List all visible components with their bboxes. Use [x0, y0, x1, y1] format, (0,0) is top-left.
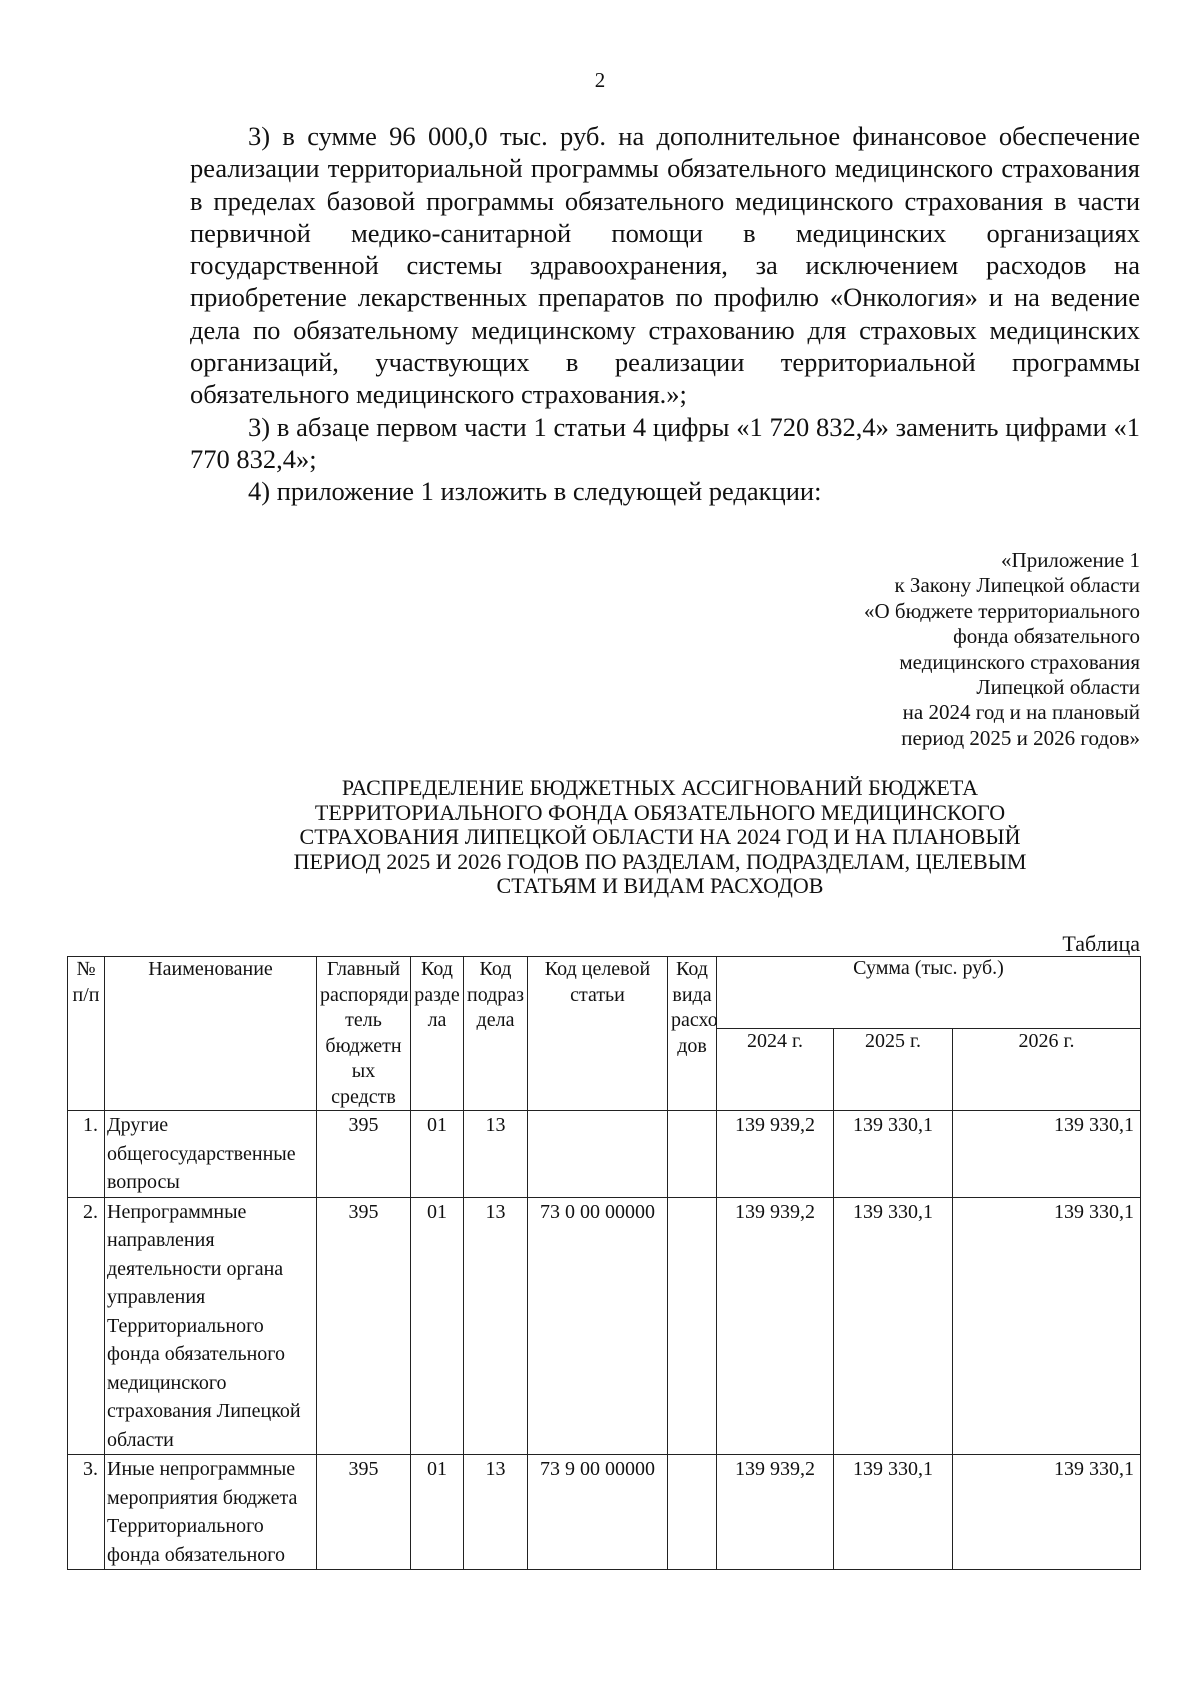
cell-section: 01 — [411, 1455, 464, 1570]
appendix-line: к Закону Липецкой области — [894, 573, 1140, 598]
cell-subsection: 13 — [464, 1111, 528, 1198]
cell-manager: 395 — [317, 1455, 411, 1570]
paragraph-amendment-3-figures: 3) в абзаце первом части 1 статьи 4 цифры «1 720 832,4» заменить цифрами «1 770 832,4»; — [190, 411, 1141, 474]
appendix-line: медицинского страхования — [899, 649, 1140, 674]
cell-expense-type — [668, 1455, 717, 1570]
cell-manager: 395 — [317, 1111, 411, 1198]
cell-target: 73 0 00 00000 — [528, 1197, 668, 1455]
cell-expense-type — [668, 1111, 717, 1198]
paragraph-amendment-4: 4) приложение 1 изложить в следующей редакции: — [248, 476, 822, 507]
table-row — [68, 1197, 1141, 1455]
cell-2025: 139 330,1 — [834, 1111, 953, 1198]
cell-2024: 139 939,2 — [717, 1455, 834, 1570]
cell-2025: 139 330,1 — [834, 1197, 953, 1455]
header-expense-type: Код вида расхо дов — [668, 957, 717, 1111]
appendix-line: на 2024 год и на плановый — [902, 700, 1140, 725]
table-row — [68, 1455, 1141, 1570]
body-text — [190, 120, 1140, 508]
cell-subsection: 13 — [464, 1197, 528, 1455]
appendix-line: фонда обязательного — [953, 624, 1140, 649]
cell-section: 01 — [411, 1197, 464, 1455]
appendix-line: Липецкой области — [976, 675, 1140, 700]
cell-num: 1. — [68, 1111, 105, 1198]
table-caption: Таблица — [1062, 931, 1140, 956]
appendix-line: «Приложение 1 — [1001, 548, 1140, 572]
header-2026: 2026 г. — [953, 1028, 1141, 1110]
cell-target: 73 9 00 00000 — [528, 1455, 668, 1570]
cell-name: Иные непрограммные мероприятия бюджета Территориального фонда обязательного — [105, 1455, 317, 1570]
appendix-header — [620, 548, 1140, 751]
header-subsection: Код подраз дела — [464, 957, 528, 1111]
header-num: № п/п — [68, 957, 105, 1111]
cell-target — [528, 1111, 668, 1198]
paragraph-amendment-3-sum: 3) в сумме 96 000,0 тыс. руб. на дополнительное финансовое обеспечение реализации территориальной программы обязательного медицинского страхования в пределах базовой программы обязательного медицинского страхования в части первичной медико-санитарной помощи в медицинских организациях государственной системы здравоохранения, за исключением расходов на приобретение лекарственных препаратов по профилю «Онкология» и на ведение дела по обязательному медицинскому страхованию для страховых медицинских организаций, участвующих в реализации территориальной программы обязательного медицинского страхования.»; — [190, 121, 1141, 410]
cell-expense-type — [668, 1197, 717, 1455]
cell-num: 2. — [68, 1197, 105, 1455]
cell-name: Другие общегосударственные вопросы — [105, 1111, 317, 1198]
budget-table — [67, 956, 1141, 1570]
appendix-line: период 2025 и 2026 годов» — [901, 725, 1140, 750]
cell-name: Непрограммные направления деятельности органа управления Территориального фонда обязательного медицинского страхования Липецкой области — [105, 1197, 317, 1455]
header-target: Код целевой статьи — [528, 957, 668, 1111]
cell-2026: 139 330,1 — [953, 1455, 1141, 1570]
table-header-row — [68, 957, 1141, 1029]
header-name: Наименование — [105, 957, 317, 1111]
header-2024: 2024 г. — [717, 1028, 834, 1110]
cell-section: 01 — [411, 1111, 464, 1198]
table-title: РАСПРЕДЕЛЕНИЕ БЮДЖЕТНЫХ АССИГНОВАНИЙ БЮДЖЕТА ТЕРРИТОРИАЛЬНОГО ФОНДА ОБЯЗАТЕЛЬНОГО МЕДИЦИНСКОГО СТРАХОВАНИЯ ЛИПЕЦКОЙ ОБЛАСТИ НА 2024 ГОД И НА ПЛАНОВЫЙ ПЕРИОД 2025 И 2026 ГОДОВ ПО РАЗДЕЛАМ, ПОДРАЗДЕЛАМ, ЦЕЛЕВЫМ СТАТЬЯМ И ВИДАМ РАСХОДОВ — [293, 775, 1027, 898]
cell-num: 3. — [68, 1455, 105, 1570]
table-row — [68, 1111, 1141, 1198]
header-section: Код разде ла — [411, 957, 464, 1111]
page-number: 2 — [594, 68, 606, 92]
cell-2025: 139 330,1 — [834, 1455, 953, 1570]
cell-manager: 395 — [317, 1197, 411, 1455]
appendix-line: «О бюджете территориального — [864, 598, 1140, 623]
cell-2026: 139 330,1 — [953, 1111, 1141, 1198]
cell-2026: 139 330,1 — [953, 1197, 1141, 1455]
cell-subsection: 13 — [464, 1455, 528, 1570]
header-manager: Главный распоряди тель бюджетн ых средств — [317, 957, 411, 1111]
cell-2024: 139 939,2 — [717, 1197, 834, 1455]
header-2025: 2025 г. — [834, 1028, 953, 1110]
header-sum-group: Сумма (тыс. руб.) — [717, 957, 1141, 1029]
cell-2024: 139 939,2 — [717, 1111, 834, 1198]
